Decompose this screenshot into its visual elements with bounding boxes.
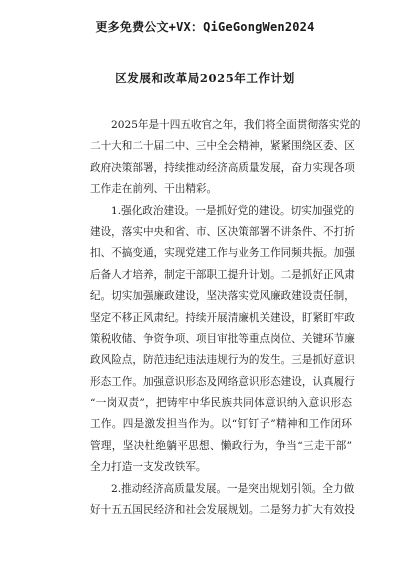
text-line: 二十大和二十届二中、三中全会精神，紧紧围绕区委、区 (90, 140, 355, 153)
text-line: 2.推动经济高质量发展。一是突出规划引领。全力做 (111, 482, 355, 495)
text-line: 后备人才培养，制定干部职工提升计划。二是抓好正风肃 (90, 268, 355, 281)
text-line: 坚定不移正风肃纪。持续开展清廉机关建设，盯紧盯牢政 (90, 311, 355, 324)
text-line: 好十五五国民经济和社会发展规划。二是努力扩大有效投 (90, 504, 355, 517)
text-line: 扣、不搞变通，实现党建工作与业务工作同频共振。加强 (90, 247, 355, 260)
text-line: 政风险点，防范违纪违法违规行为的发生。三是抓好意识 (90, 354, 355, 367)
text-line: 策税收储、争资争项、项目审批等重点岗位、关键环节廉 (90, 332, 355, 345)
text-line: 政府决策部署，持续推动经济高质量发展，奋力实现各项 (90, 161, 355, 174)
text-line: 2025年是十四五收官之年，我们将全面贯彻落实党的 (111, 119, 361, 131)
paragraph-political-construction (90, 201, 355, 479)
text-line: “一岗双责”，把铸牢中华民族共同体意识纳入意识形态 (90, 397, 352, 410)
text-line: 管理，坚决杜绝躺平思想、懒政行为，争当“三走干部” (90, 439, 352, 452)
document-body (90, 115, 361, 521)
text-line: 工作走在前列、干出精彩。 (90, 183, 218, 196)
promo-header: 更多免费公文+VX：QiGeGongWen2024 (95, 20, 315, 34)
paragraph-intro (90, 115, 361, 201)
text-line: 纪。切实加强廉政建设，坚决落实党风廉政建设责任制， (90, 290, 355, 303)
paragraph-economic-development (90, 479, 355, 522)
text-line: 建设，落实中央和省、市、区决策部署不讲条件、不打折 (90, 225, 355, 238)
text-line: 形态工作。加强意识形态及网络意识形态建设，认真履行 (90, 375, 355, 388)
document-title: 区发展和改革局2025年工作计划 (115, 71, 295, 85)
text-line: 全力打造一支发改铁军。 (90, 461, 207, 474)
text-line: 工作。四是激发担当作为。以“钉钉子”精神和工作闭环 (90, 418, 352, 431)
text-line: 1.强化政治建设。一是抓好党的建设。切实加强党的 (111, 204, 355, 217)
